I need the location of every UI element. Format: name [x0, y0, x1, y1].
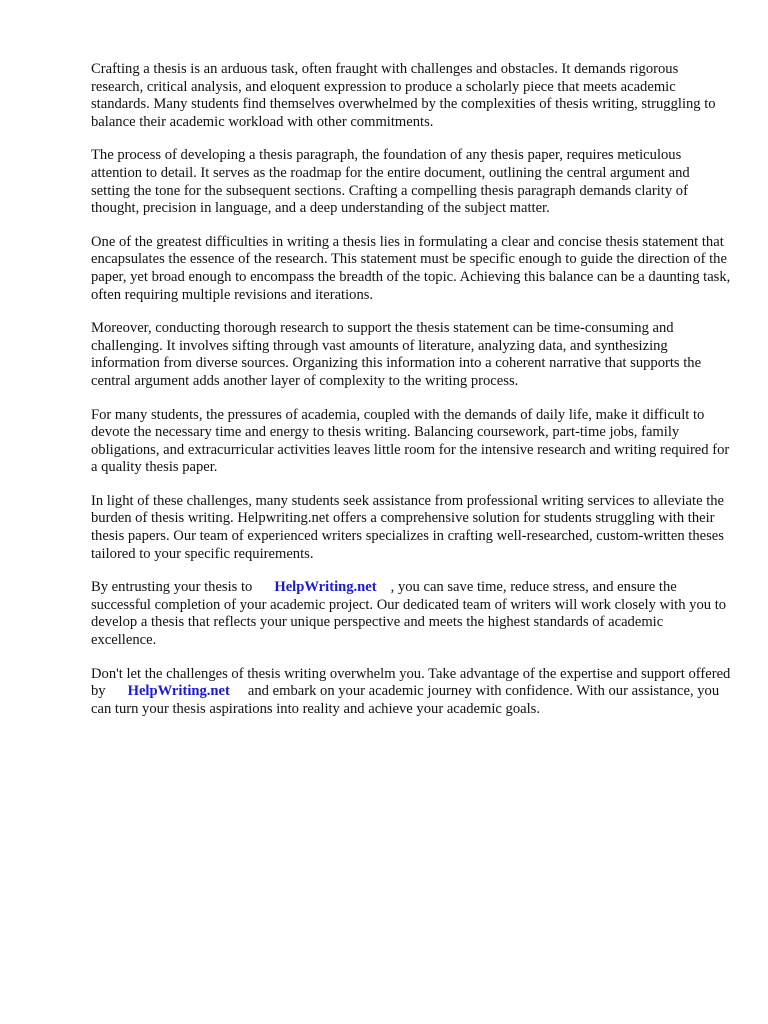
helpwriting-link-1[interactable]: HelpWriting.net	[274, 579, 377, 596]
paragraph-8-after: and embark on your academic journey with confidence. With our assistance, you can turn your thesis aspirations into reality and achieve your academic goals.	[91, 683, 720, 717]
paragraph-8-before: Don't let the challenges of thesis writing overwhelm you. Take advantage of the expertise and support offered by	[91, 665, 731, 700]
paragraph-7	[91, 579, 731, 649]
paragraph-8	[91, 666, 731, 719]
paragraph-4: Moreover, conducting thorough research to support the thesis statement can be time-consuming and challenging. It involves sifting through vast amounts of literature, analyzing data, and synthesizing information from diverse sources. Organizing this information into a coherent narrative that supports the central argument adds another layer of complexity to the writing process.	[91, 320, 702, 389]
paragraph-1: Crafting a thesis is an arduous task, often fraught with challenges and obstacles. It demands rigorous research, critical analysis, and eloquent expression to produce a scholarly piece that meets academic standards. Many students find themselves overwhelmed by the complexities of thesis writing, struggling to balance their academic workload with other commitments.	[91, 61, 716, 130]
paragraph-3: One of the greatest difficulties in writing a thesis lies in formulating a clear and concise thesis statement that encapsulates the essence of the research. This statement must be specific enough to guide the direction of the paper, yet broad enough to encompass the breadth of the topic. Achieving this balance can be a daunting task, often requiring multiple revisions and iterations.	[91, 233, 731, 303]
document-page	[91, 61, 731, 734]
paragraph-6: In light of these challenges, many students seek assistance from professional writing services to alleviate the burden of thesis writing. Helpwriting.net offers a comprehensive solution for students struggling with their thesis papers. Our team of experienced writers specializes in crafting well-researched, custom-written theses tailored to your specific requirements.	[91, 492, 725, 562]
paragraph-7-after: , you can save time, reduce stress, and ensure the successful completion of your academic project. Our dedicated team of writers will work closely with you to develop a thesis that reflects your unique perspective and meets the highest standards of academic excellence.	[91, 579, 727, 649]
paragraph-2: The process of developing a thesis paragraph, the foundation of any thesis paper, requires meticulous attention to detail. It serves as the roadmap for the entire document, outlining the central argument and setting the tone for the subsequent sections. Crafting a compelling thesis paragraph demands clarity of thought, precision in language, and a deep understanding of the subject matter.	[91, 147, 690, 217]
paragraph-7-before: By entrusting your thesis to	[91, 579, 253, 596]
helpwriting-link-2[interactable]: HelpWriting.net	[127, 683, 230, 700]
paragraph-5: For many students, the pressures of academia, coupled with the demands of daily life, make it difficult to devote the necessary time and energy to thesis writing. Balancing coursework, part-time jobs, family obligations, and extracurricular activities leaves little room for the intensive research and writing required for a quality thesis paper.	[91, 406, 730, 476]
